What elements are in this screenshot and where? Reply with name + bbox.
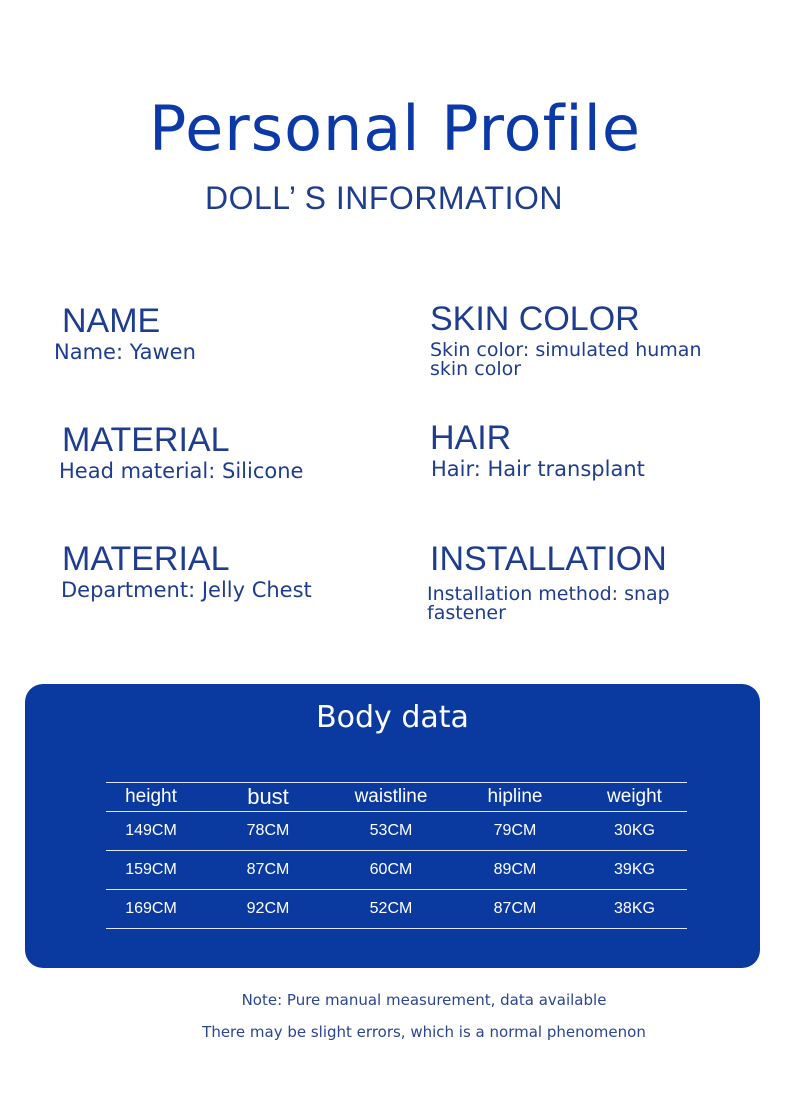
name-heading: NAME [62,302,161,340]
table-cell: 30KG [614,822,655,839]
table-cell: 87CM [493,900,537,917]
table-cell: 39KG [614,861,655,878]
table-row [106,890,687,929]
table-header-row [106,782,687,812]
table-cell: 52CM [369,900,413,917]
column-header-hipline: hipline [487,786,543,807]
table-cell: 87CM [246,861,290,878]
installation-block [427,540,670,624]
name-block [54,302,196,364]
skin-color-block [430,300,701,379]
hair-value: Hair: Hair transplant [431,457,645,481]
column-header-weight: weight [607,786,662,807]
head-material-block [59,421,304,483]
table-row [106,812,687,851]
table-cell: 78CM [246,822,290,839]
table-cell: 53CM [369,822,413,839]
body-material-value: Department: Jelly Chest [61,578,312,602]
table-row [106,851,687,890]
hair-heading: HAIR [430,419,512,457]
column-header-waistline: waistline [354,786,428,807]
column-header-height: height [125,786,177,807]
installation-heading: INSTALLATION [430,540,667,578]
page-title: Personal Profile [148,92,642,165]
body-data-table [106,782,687,929]
table-cell: 38KG [614,900,655,917]
table-cell: 79CM [493,822,537,839]
column-header-bust: bust [247,784,289,809]
skin-color-heading: SKIN COLOR [430,300,640,338]
body-material-heading: MATERIAL [62,540,230,578]
note-line-2: There may be slight errors, which is a normal phenomenon [202,1023,646,1041]
note-line-1: Note: Pure manual measurement, data available [241,991,607,1009]
skin-color-value: Skin color: simulated human skin color [430,339,702,380]
page-subtitle: DOLL’ S INFORMATION [205,180,563,216]
table-cell: 89CM [493,861,537,878]
table-cell: 159CM [125,861,177,878]
installation-value: Installation method: snap fastener [427,583,670,624]
body-data-title: Body data [316,700,469,735]
table-cell: 60CM [369,861,413,878]
hair-block [430,419,645,479]
table-cell: 149CM [125,822,177,839]
body-data-panel [25,684,760,968]
body-material-block [62,540,312,600]
name-value: Name: Yawen [54,340,196,364]
head-material-value: Head material: Silicone [59,459,304,483]
table-cell: 169CM [125,900,177,917]
table-cell: 92CM [246,900,290,917]
head-material-heading: MATERIAL [62,421,230,459]
